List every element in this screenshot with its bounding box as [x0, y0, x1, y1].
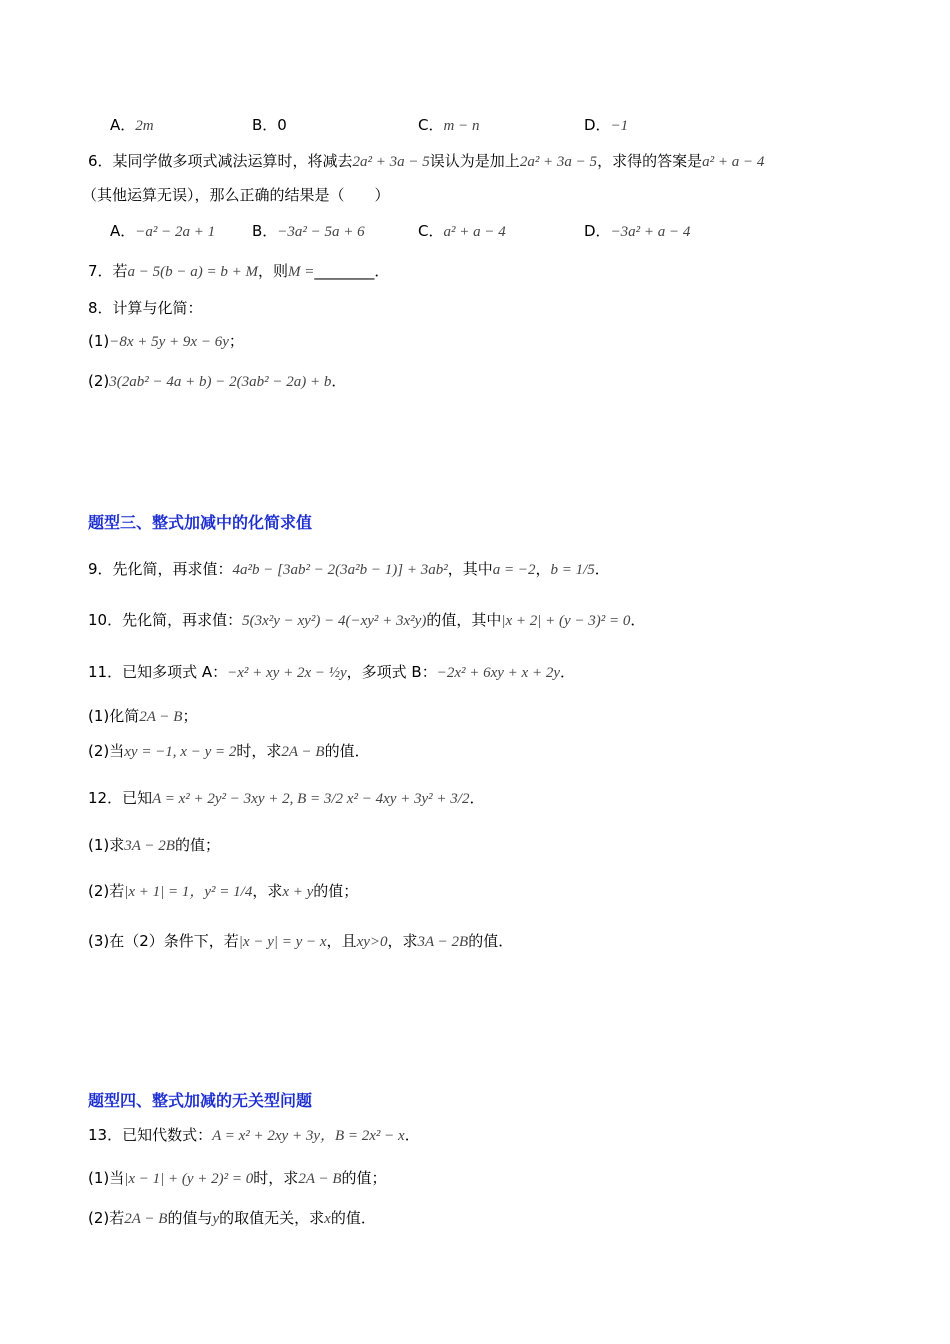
q12-part-2-expr-2: x + y	[282, 884, 314, 900]
q11-expr-a: −x² + xy + 2x − ½y	[227, 665, 347, 681]
q10-expr-1: 5(3x²y − xy²) − 4(−xy² + 3x²y)	[242, 613, 427, 629]
q12-part-1: (1)求3A − 2B的值；	[88, 836, 220, 854]
q11-part-2-expr: xy = −1, x − y = 2	[124, 744, 237, 760]
q13-part-1-expr: |x − 1| + (y + 2)² = 0	[124, 1171, 254, 1187]
q7-expr-2: M =	[288, 264, 315, 280]
q13-part-2-expr: 2A − B	[124, 1211, 168, 1227]
q11-part-2: (2)当xy = −1, x − y = 2时，求2A − B的值．	[88, 742, 370, 760]
q11-expr-b: −2x² + 6xy + x + 2y	[436, 665, 560, 681]
q12-stem: 12．已知A = x² + 2y² − 3xy + 2, B = 3/2 x² − 4xy + 3y² + 3/2．	[88, 789, 485, 807]
q8-part-1: (1)−8x + 5y + 9x − 6y；	[88, 332, 244, 350]
q6-option-d-expr: −3a² + a − 4	[610, 224, 691, 240]
q7-expr-1: a − 5(b − a) = b + M	[127, 264, 259, 280]
q12-part-3: (3)在（2）条件下，若|x − y| = y − x，且xy>0，求3A − 2B的值．	[88, 932, 514, 950]
q12-part-3-expr-3: 3A − 2B	[417, 934, 469, 950]
section-3-heading: 题型三、整式加减中的化简求值	[88, 513, 313, 532]
q13-part-1-expr-2: 2A − B	[298, 1171, 342, 1187]
q6-option-a: A．−a² − 2a + 1	[110, 222, 216, 240]
q6-stem: 6．某同学做多项式减法运算时，将减去2a² + 3a − 5误认为是加上2a² + 3a − 5，求得的答案是a² + a − 4	[88, 152, 765, 170]
q9-expr-2: a = −2	[492, 562, 536, 578]
q6-stem-continued: （其他运算无误），那么正确的结果是（ ）	[82, 186, 390, 204]
q13-part-2: (2)若2A − B的值与y的取值无关，求x的值．	[88, 1209, 376, 1227]
q12-part-2-expr: |x + 1| = 1，y² = 1/4	[124, 884, 253, 900]
q8-part-1-expr: −8x + 5y + 9x − 6y	[109, 334, 229, 350]
q10-expr-2: |x + 2| + (y − 3)² = 0	[501, 613, 631, 629]
q5-option-c: C．m − n	[418, 116, 480, 134]
q6-expr-3: a² + a − 4	[702, 154, 765, 170]
q5-option-c-expr: m − n	[443, 118, 480, 134]
q11-part-1: (1)化简2A − B；	[88, 707, 198, 725]
q11-stem: 11．已知多项式 A：−x² + xy + 2x − ½y，多项式 B：−2x² + 6xy + x + 2y．	[88, 663, 576, 681]
q5-option-a: A．2m	[110, 116, 154, 134]
q12-part-2: (2)若|x + 1| = 1，y² = 1/4，求x + y的值；	[88, 882, 359, 900]
q10-stem: 10．先化简，再求值：5(3x²y − xy²) − 4(−xy² + 3x²y)的值，其中|x + 2| + (y − 3)² = 0．	[88, 611, 646, 629]
q13-part-2-expr-2: y	[212, 1211, 220, 1227]
q11-part-2-expr-2: 2A − B	[281, 744, 325, 760]
q6-option-c: C．a² + a − 4	[418, 222, 506, 240]
q13-part-1: (1)当|x − 1| + (y + 2)² = 0时，求2A − B的值；	[88, 1169, 387, 1187]
q9-expr-3: b = 1/5	[550, 562, 595, 578]
q5-option-d: D．−1	[584, 116, 629, 134]
q8-part-2-expr: 3(2ab² − 4a + b) − 2(3ab² − 2a) + b	[109, 374, 332, 390]
q13-expr-1: A = x² + 2xy + 3y，B = 2x² − x	[212, 1128, 405, 1144]
q8-part-2: (2)3(2ab² − 4a + b) − 2(3ab² − 2a) + b．	[88, 372, 347, 390]
q12-part-1-expr: 3A − 2B	[124, 838, 175, 854]
q7-answer-blank: ________．	[314, 262, 390, 280]
q6-option-a-expr: −a² − 2a + 1	[135, 224, 216, 240]
q9-expr-1: 4a²b − [3ab² − 2(3a²b − 1)] + 3ab²	[232, 562, 448, 578]
q5-option-d-expr: −1	[610, 118, 629, 134]
q6-option-b-expr: −3a² − 5a + 6	[277, 224, 365, 240]
q6-expr-2: 2a² + 3a − 5	[519, 154, 598, 170]
q6-option-b: B．−3a² − 5a + 6	[252, 222, 365, 240]
q5-option-b: B．0	[252, 116, 287, 134]
section-4-heading: 题型四、整式加减的无关型问题	[88, 1091, 313, 1110]
q8-title: 8．计算与化简：	[88, 299, 203, 317]
q12-part-3-expr-2: xy>0	[356, 934, 388, 950]
q6-expr-1: 2a² + 3a − 5	[352, 154, 430, 170]
q6-option-c-expr: a² + a − 4	[443, 224, 506, 240]
q11-part-1-expr: 2A − B	[139, 709, 183, 725]
q5-option-a-expr: 2m	[135, 118, 154, 134]
q7-stem: 7．若a − 5(b − a) = b + M，则M =________．	[88, 262, 390, 280]
q13-stem: 13．已知代数式：A = x² + 2xy + 3y，B = 2x² − x．	[88, 1126, 420, 1144]
q13-part-2-expr-3: x	[324, 1211, 331, 1227]
q12-part-3-expr: |x − y| = y − x	[238, 934, 327, 950]
q5-option-b-expr: 0	[277, 116, 287, 134]
q6-option-d: D．−3a² + a − 4	[584, 222, 691, 240]
q9-stem: 9．先化简，再求值：4a²b − [3ab² − 2(3a²b − 1)] + 3ab²，其中a = −2，b = 1/5．	[88, 560, 610, 578]
q12-expr-1: A = x² + 2y² − 3xy + 2, B = 3/2 x² − 4xy + 3y² + 3/2	[152, 791, 470, 807]
